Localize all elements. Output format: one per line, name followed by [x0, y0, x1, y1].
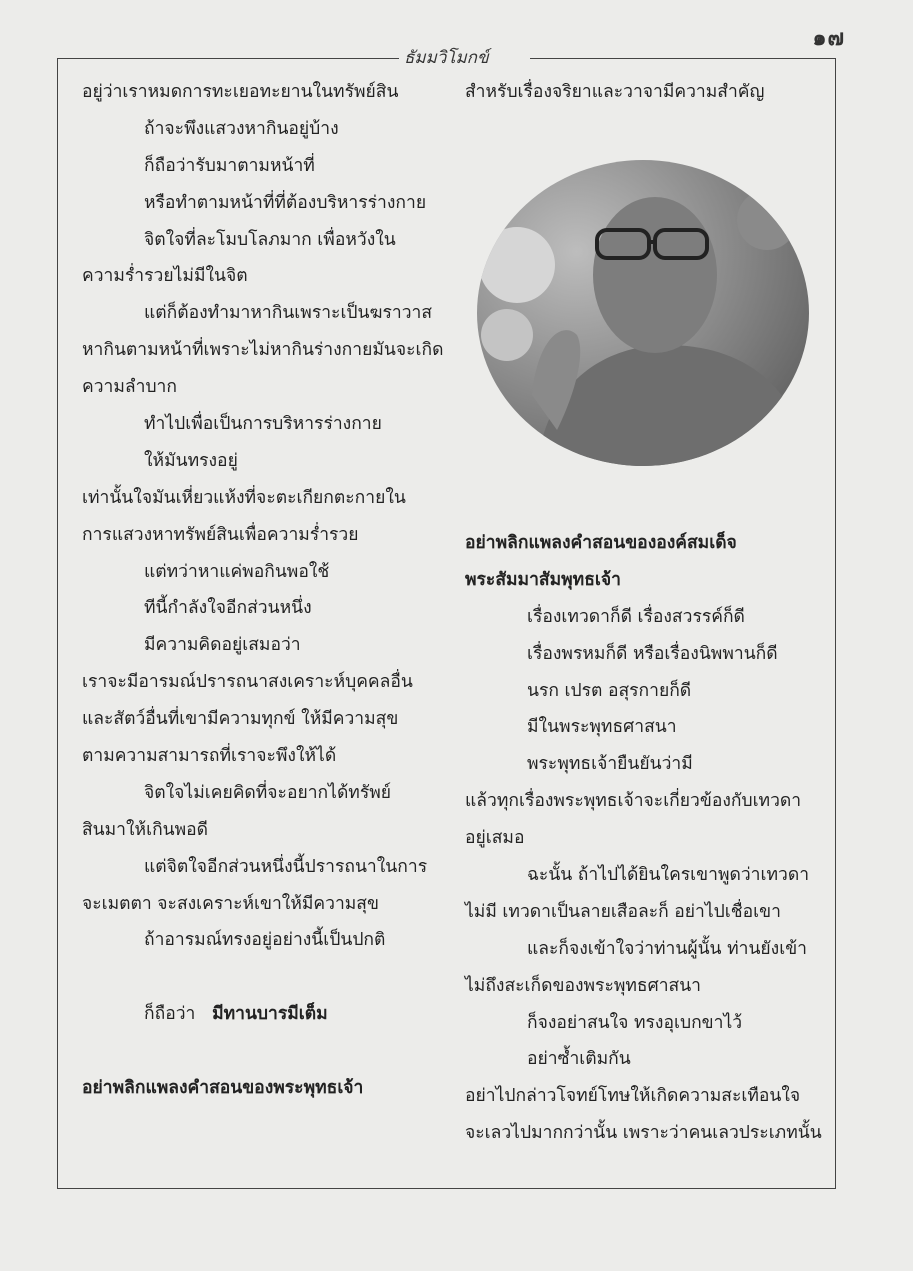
text-line: เรื่องเทวดาก็ดี เรื่องสวรรค์ก็ดี: [527, 606, 745, 627]
text-line: มีในพระพุทธศาสนา: [527, 717, 677, 738]
text-line: ถ้าจะพึงแสวงหากินอยู่บ้าง: [144, 118, 339, 139]
text-line: ทำไปเพื่อเป็นการบริหารร่างกาย: [144, 414, 382, 435]
text-line: จิตใจที่ละโมบโลภมาก เพื่อหวังใน: [144, 229, 396, 250]
right-body-text: [465, 599, 825, 1152]
text-line: อยู่ว่าเราหมดการทะเยอทะยานในทรัพย์สิน: [82, 82, 399, 102]
text-line: ไม่มี เทวดาเป็นลายเสือละก็ อย่าไปเชื่อเขา: [465, 901, 781, 922]
text-line: ตามความสามารถที่เราจะพึงให้ได้: [82, 746, 337, 767]
right-heading-line1: อย่าพลิกแพลงคำสอนขององค์สมเด็จ: [465, 533, 737, 553]
text-line: สินมาให้เกินพอดี: [82, 819, 209, 840]
text-line: เท่านั้นใจมันเหี่ยวแห้งที่จะตะเกียกตะกายใน: [82, 487, 406, 508]
text-line: ความร่ำรวยไม่มีในจิต: [82, 266, 248, 287]
text-line: ทีนี้กำลังใจอีกส่วนหนึ่ง: [144, 598, 312, 619]
text-line: หากินตามหน้าที่เพราะไม่หากินร่างกายมันจะเกิด: [82, 340, 444, 361]
page-number: ๑๗: [812, 26, 845, 51]
text-line: เราจะมีอารมณ์ปรารถนาสงเคราะห์บุคคลอื่น: [82, 672, 413, 693]
right-column-body: [465, 525, 825, 1152]
frame-bottom-rule: [57, 1188, 836, 1189]
text-line: แต่ก็ต้องทำมาหากินเพราะเป็นฆราวาส: [144, 303, 433, 324]
portrait-photo-icon: [477, 160, 809, 466]
frame-right-rule: [835, 58, 836, 1188]
text-line: ไม่ถึงสะเก็ดของพระพุทธศาสนา: [465, 975, 702, 996]
left-conclusion: [82, 996, 442, 1033]
text-line: และก็จงเข้าใจว่าท่านผู้นั้น ท่านยังเข้า: [527, 938, 807, 959]
left-section-heading: อย่าพลิกแพลงคำสอนของพระพุทธเจ้า: [82, 1078, 364, 1099]
text-line: ก็ถือว่ารับมาตามหน้าที่: [144, 155, 315, 176]
text-line: หรือทำตามหน้าที่ที่ต้องบริหารร่างกาย: [144, 192, 427, 213]
text-line: พระพุทธเจ้ายืนยันว่ามี: [527, 754, 693, 775]
text-line: นรก เปรต อสุรกายก็ดี: [527, 680, 692, 701]
text-line: อย่าไปกล่าวโจทย์โทษให้เกิดความสะเทือนใจ: [465, 1086, 801, 1107]
frame-top-rule-left: [57, 58, 399, 59]
right-heading-line2: พระสัมมาสัมพุทธเจ้า: [465, 569, 621, 590]
text-line: ถ้าอารมณ์ทรงอยู่อย่างนี้เป็นปกติ: [144, 930, 386, 951]
left-body-text: [82, 74, 442, 959]
conclusion-prefix: ก็ถือว่า: [144, 1004, 196, 1025]
frame-top-rule-right: [530, 58, 835, 59]
text-line: อย่าซ้ำเติมกัน: [527, 1049, 631, 1070]
text-line: มีความคิดอยู่เสมอว่า: [144, 635, 301, 656]
text-line: จะเลวไปมากกว่านั้น เพราะว่าคนเลวประเภทนั้น: [465, 1123, 822, 1144]
conclusion-bold: มีทานบารมีเต็ม: [212, 1004, 328, 1025]
running-header: ธัมมวิโมกข์: [404, 48, 489, 68]
text-line: แต่ทว่าหาแค่พอกินพอใช้: [144, 561, 330, 582]
text-line: เรื่องพรหมก็ดี หรือเรื่องนิพพานก็ดี: [527, 643, 778, 664]
portrait-photo: [477, 160, 809, 466]
text-line: ความลำบาก: [82, 377, 177, 398]
text-line: ฉะนั้น ถ้าไปได้ยินใครเขาพูดว่าเทวดา: [527, 865, 810, 886]
frame-left-rule: [57, 58, 58, 1188]
text-line: จะเมตตา จะสงเคราะห์เขาให้มีความสุข: [82, 893, 379, 914]
text-line: แล้วทุกเรื่องพระพุทธเจ้าจะเกี่ยวข้องกับเทวดา: [465, 791, 802, 812]
text-line: ให้มันทรงอยู่: [144, 450, 238, 471]
text-line: และสัตว์อื่นที่เขามีความทุกข์ ให้มีความสุข: [82, 709, 399, 730]
text-line: อยู่เสมอ: [465, 828, 525, 849]
right-intro-line: สำหรับเรื่องจริยาและวาจามีความสำคัญ: [465, 82, 765, 102]
text-line: จิตใจไม่เคยคิดที่จะอยากได้ทรัพย์: [144, 782, 392, 803]
text-line: การแสวงหาทรัพย์สินเพื่อความร่ำรวย: [82, 524, 359, 545]
left-column: [82, 74, 442, 1107]
text-line: ก็จงอย่าสนใจ ทรงอุเบกขาไว้: [527, 1012, 743, 1033]
right-column: [465, 74, 825, 111]
text-line: แต่จิตใจอีกส่วนหนึ่งนี้ปรารถนาในการ: [144, 856, 428, 877]
